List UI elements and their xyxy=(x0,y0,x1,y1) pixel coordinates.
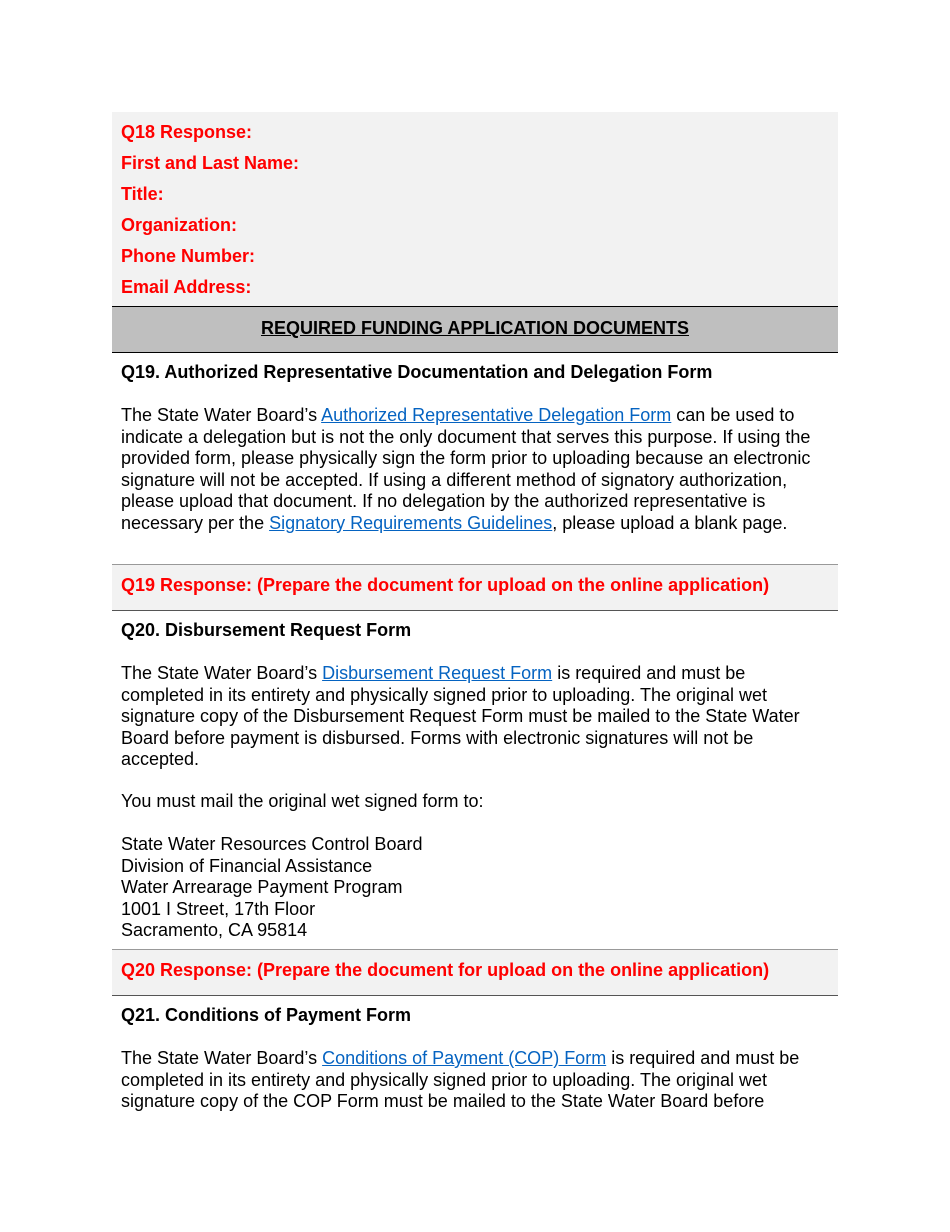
email-label: Email Address: xyxy=(121,277,252,297)
organization-label: Organization: xyxy=(121,215,237,235)
text: , please upload a blank page. xyxy=(552,512,788,533)
text: can be used to indicate a delegation but is not the only document that serves this purpose. If using the provided form, please physically sign the form prior to uploading because an electronic signature will not be accepted. If using a different method of signatory authorization, please upload that document. If no delegation by the authorized representative is necessary per the xyxy=(121,405,811,533)
section-header-text: REQUIRED FUNDING APPLICATION DOCUMENTS xyxy=(260,318,689,338)
signatory-guidelines-link[interactable]: Signatory Requirements Guidelines xyxy=(269,512,553,533)
address-line: Sacramento, CA 95814 xyxy=(121,920,308,940)
q20-heading: Q20. Disbursement Request Form xyxy=(121,620,412,640)
mailing-address xyxy=(112,834,838,942)
section-header xyxy=(112,306,838,353)
disbursement-form-link[interactable]: Disbursement Request Form xyxy=(322,663,553,683)
delegation-form-link[interactable]: Authorized Representative Delegation Form xyxy=(321,405,672,425)
name-label: First and Last Name: xyxy=(121,153,300,173)
q19-paragraph xyxy=(112,405,838,534)
cop-form-link[interactable]: Conditions of Payment (COP) Form xyxy=(322,1048,607,1068)
q19-response: Q19 Response: (Prepare the document for upload on the online application) xyxy=(112,564,838,611)
text: The State Water Board’s xyxy=(121,663,323,683)
q18-contact-block xyxy=(112,112,838,306)
q21-heading: Q21. Conditions of Payment Form xyxy=(121,1005,412,1025)
address-line: Division of Financial Assistance xyxy=(121,855,373,876)
q18-response-label: Q18 Response: xyxy=(121,122,253,142)
q19-heading: Q19. Authorized Representative Documentation and Delegation Form xyxy=(121,362,713,382)
text: is required and must be completed in its entirety and physically signed prior to uploading. The original wet signature copy of the COP Form must be mailed to the State Water Board before xyxy=(121,1048,800,1111)
text: The State Water Board’s xyxy=(121,405,322,425)
q21-paragraph xyxy=(112,1048,838,1113)
phone-label: Phone Number: xyxy=(121,246,256,266)
mail-intro: You must mail the original wet signed form to: xyxy=(121,791,484,811)
text: is required and must be completed in its entirety and physically signed prior to uploading. The original wet signature copy of the Disbursement Request Form must be mailed to the State Water Board before payment is disbursed. Forms with electronic signatures will not be accepted. xyxy=(121,663,800,769)
text: The State Water Board’s xyxy=(121,1048,323,1068)
address-line: Water Arrearage Payment Program xyxy=(121,877,403,897)
address-line: State Water Resources Control Board xyxy=(121,834,423,854)
title-label: Title: xyxy=(121,184,164,204)
q20-paragraph xyxy=(112,663,838,771)
q20-response: Q20 Response: (Prepare the document for upload on the online application) xyxy=(112,949,838,996)
address-line: 1001 I Street, 17th Floor xyxy=(121,898,316,919)
